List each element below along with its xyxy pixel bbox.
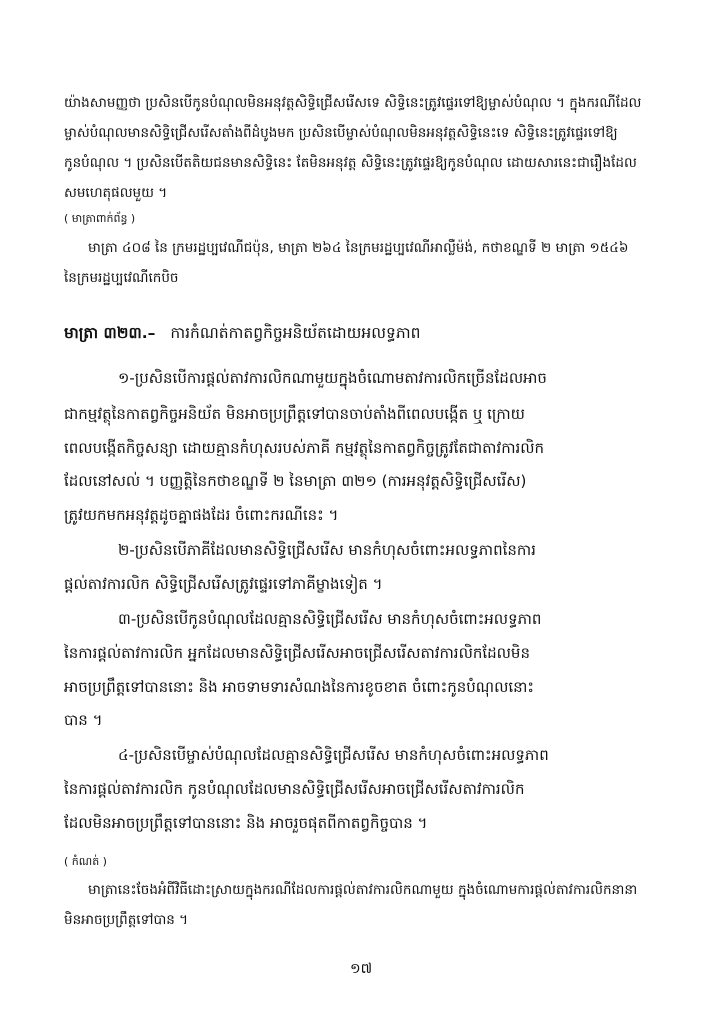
intro-line-1: យ៉ាងសាមញ្ញថា ប្រសិនបើកូនបំណុលមិនអនុវត្តសិទ្ធិជ្រើសរើសទេ សិទ្ធិនេះត្រូវផ្ទេរទៅឱ្យម្ចាស់បំណុល ។ ក្នុងករណីដែល — [64, 95, 642, 111]
paragraph-1-line-2: ជាកម្មវត្ថុនៃកាតព្វកិច្ចអនិយ័ត មិនអាចប្រព្រឹត្តទៅបានចាប់តាំងពីពេលបង្កើត ឬ ក្រោយ — [64, 405, 525, 423]
commentary-line-1: មាត្រានេះចែងអំពីវិធីដោះស្រាយក្នុងករណីដែលការផ្តល់តាវការលិកណាមួយ ក្នុងចំណោមការផ្តល់តាវការលិកនានា — [88, 882, 638, 898]
intro-line-4: សមហេតុផលមួយ ។ — [64, 185, 168, 201]
paragraph-3-line-3: អាចប្រព្រឹត្តទៅបាននោះ និង អាចទាមទារសំណងនៃការខូចខាត ចំពោះកូនបំណុលនោះ — [64, 678, 535, 696]
commentary-line-2: មិនអាចប្រព្រឹត្តទៅបាន ។ — [64, 912, 189, 928]
paragraph-2-line-1: ២-ប្រសិនបើភាគីដែលមានសិទ្ធិជ្រើសរើស មានកំហុសចំពោះអលទ្ធភាពនៃការ — [118, 541, 536, 559]
paragraph-1-line-5: ត្រូវយកមកអនុវត្តដូចគ្នាផងដែរ ចំពោះករណីនេះ ។ — [64, 506, 339, 524]
article-number: មាត្រា ៣២៣.– — [64, 324, 156, 342]
intro-line-3: កូនបំណុល ។ ប្រសិនបើតតិយជនមានសិទ្ធិនេះ តែមិនអនុវត្ត សិទ្ធិនេះត្រូវផ្ទេរឱ្យកូនបំណុល ដោយសារនេះជារឿងដែល — [64, 155, 637, 171]
paragraph-3-line-4: បាន ។ — [64, 711, 103, 729]
paragraph-4-line-2: នៃការផ្តល់តាវការលិក កូនបំណុលដែលមានសិទ្ធិជ្រើសរើសអាចជ្រើសរើសតាវការលិក — [64, 780, 525, 798]
article-heading — [64, 326, 420, 342]
paragraph-1-line-3: ពេលបង្កើតកិច្ចសន្យា ដោយគ្មានកំហុសរបស់ភាគី កម្មវត្ថុនៃកាតព្វកិច្ចត្រូវតែជាតាវការលិក — [64, 439, 545, 457]
paragraph-4-line-3: ដែលមិនអាចប្រព្រឹត្តទៅបាននោះ និង អាចរួចផុតពីកាតព្វកិច្ចបាន ។ — [64, 814, 428, 832]
intro-line-2: ម្ចាស់បំណុលមានសិទ្ធិជ្រើសរើសតាំងពីដំបូងមក ប្រសិនបើម្ចាស់បំណុលមិនអនុវត្តសិទ្ធិនេះទេ សិទ្ធិនេះត្រូវផ្ទេរទៅឱ្យ — [64, 125, 618, 141]
paragraph-3-line-2: នៃការផ្តល់តាវការលិក អ្នកដែលមានសិទ្ធិជ្រើសរើសអាចជ្រើសរើសតាវការលិកដែលមិន — [64, 644, 530, 662]
paragraph-2-line-2: ផ្តល់តាវការលិក សិទ្ធិជ្រើសរើសត្រូវផ្ទេរទៅភាគីម្ខាងទៀត ។ — [64, 575, 383, 593]
paragraph-1-line-4: ដែលនៅសល់ ។ បញ្ញត្តិនៃកថាខណ្ឌទី ២ នៃមាត្រា ៣២១ (ការអនុវត្តសិទ្ធិជ្រើសរើស) — [64, 472, 527, 490]
commentary-label: ( កំណត់ ) — [64, 855, 107, 868]
paragraph-1-line-1: ១-ប្រសិនបើការផ្តល់តាវការលិកណាមួយក្នុងចំណោមតាវការលិកច្រើនដែលអាច — [118, 369, 547, 387]
related-articles-line-1: មាត្រា ៤០៨ នៃ ក្រមរដ្ឋប្បវេណីជប៉ុន, មាត្រា ២៦៤ នៃក្រមរដ្ឋប្បវេណីអាល្លឺម៉ង់, កថាខណ្ឌទី ២ មាត្រា ១៥៤៦ — [88, 240, 629, 256]
related-articles-label: ( មាត្រាពាក់ព័ន្ធ ) — [64, 212, 136, 225]
related-articles-line-2: នៃក្រមរដ្ឋប្បវេណីកេបិច — [64, 270, 179, 286]
paragraph-3-line-1: ៣-ប្រសិនបើកូនបំណុលដែលគ្មានសិទ្ធិជ្រើសរើស មានកំហុសចំពោះអលទ្ធភាព — [118, 610, 542, 628]
page-number: ១៧ — [350, 961, 373, 977]
article-title: ការកំណត់កាតព្វកិច្ចអនិយ័តដោយអលទ្ធភាព — [170, 324, 421, 342]
paragraph-4-line-1: ៤-ប្រសិនបើម្ចាស់បំណុលដែលគ្មានសិទ្ធិជ្រើសរើស មានកំហុសចំពោះអលទ្ធភាព — [118, 746, 549, 764]
